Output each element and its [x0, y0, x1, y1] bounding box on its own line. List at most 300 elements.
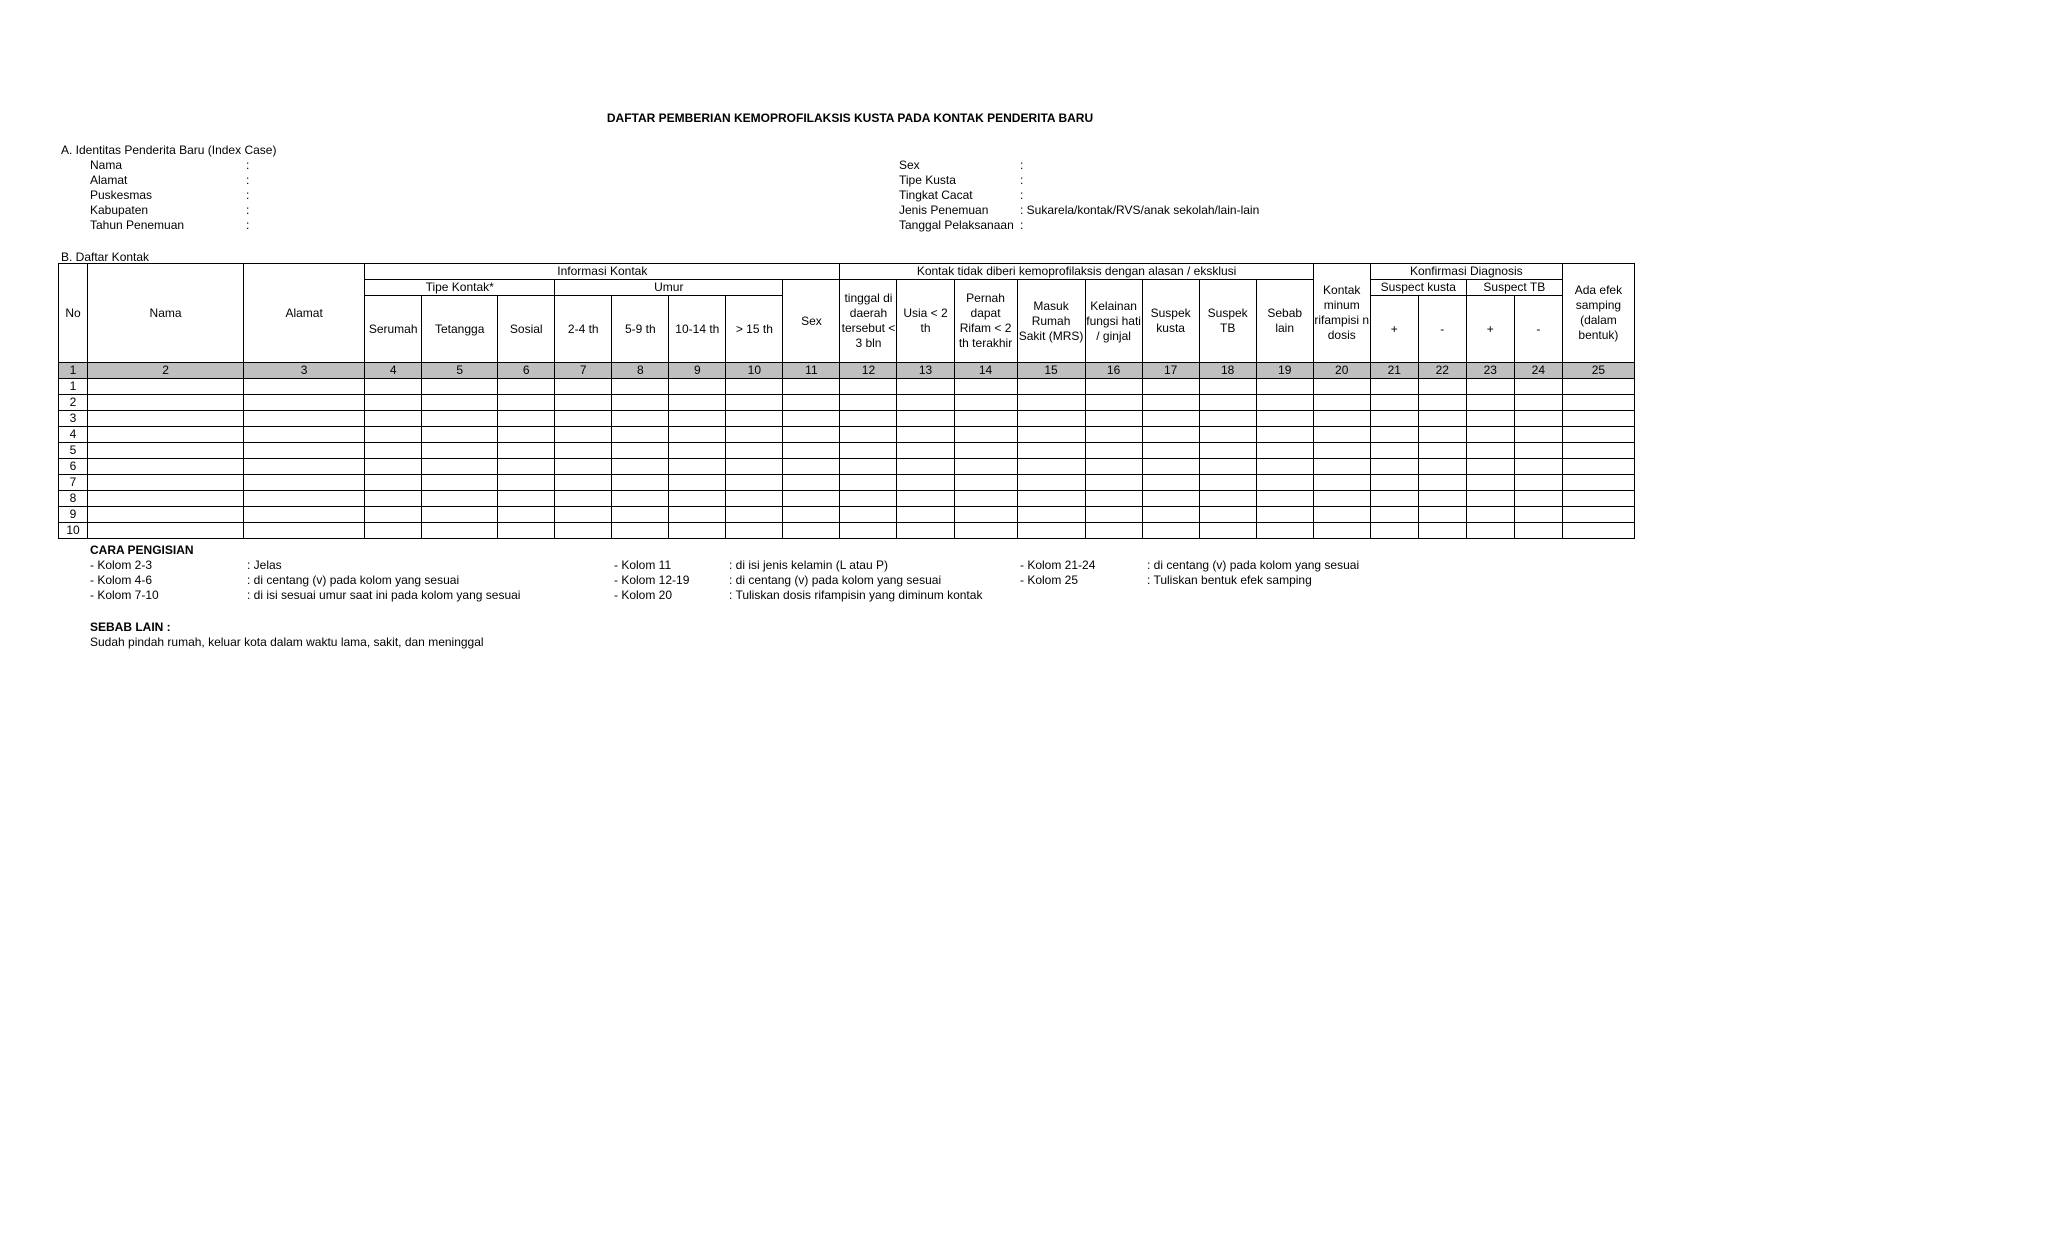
table-cell[interactable]	[1370, 379, 1418, 395]
table-cell[interactable]	[897, 427, 954, 443]
table-row	[59, 443, 1635, 459]
table-cell[interactable]	[1017, 395, 1085, 411]
instruction-value: : di centang (v) pada kolom yang sesuai	[729, 573, 942, 587]
identity-row	[899, 188, 1259, 203]
table-cell[interactable]	[1418, 411, 1466, 427]
table-cell[interactable]	[365, 443, 422, 459]
table-cell[interactable]	[840, 491, 897, 507]
table-cell[interactable]	[1466, 411, 1514, 427]
header-umur-10-14: 10-14 th	[669, 296, 726, 363]
table-cell[interactable]	[1514, 475, 1562, 491]
header-informasi-kontak: Informasi Kontak	[365, 264, 840, 280]
column-number: 19	[1256, 363, 1313, 379]
table-cell[interactable]	[1466, 443, 1514, 459]
table-cell[interactable]	[612, 491, 669, 507]
table-cell[interactable]	[726, 427, 783, 443]
table-cell[interactable]	[612, 427, 669, 443]
table-cell[interactable]	[1199, 379, 1256, 395]
table-cell[interactable]	[669, 395, 726, 411]
table-cell[interactable]	[783, 475, 840, 491]
table-cell[interactable]	[1514, 411, 1562, 427]
column-number-row	[59, 363, 1635, 379]
header-sex: Sex	[783, 280, 840, 363]
table-cell[interactable]	[1017, 427, 1085, 443]
table-cell[interactable]	[1370, 475, 1418, 491]
row-number: 6	[59, 459, 88, 475]
table-cell[interactable]	[422, 523, 498, 539]
table-cell[interactable]	[783, 523, 840, 539]
table-cell[interactable]	[1313, 395, 1370, 411]
table-cell[interactable]	[1142, 395, 1199, 411]
instructions-column-1	[90, 558, 520, 603]
table-cell[interactable]	[422, 411, 498, 427]
table-cell[interactable]	[1418, 379, 1466, 395]
table-cell[interactable]	[1418, 443, 1466, 459]
header-kusta-plus: +	[1370, 296, 1418, 363]
table-cell[interactable]	[422, 491, 498, 507]
table-cell[interactable]	[1562, 475, 1634, 491]
header-exclusion-tinggal: tinggal di daerah tersebut < 3 bln	[840, 280, 897, 363]
table-cell[interactable]	[365, 475, 422, 491]
table-cell[interactable]	[783, 459, 840, 475]
table-cell[interactable]	[726, 443, 783, 459]
table-cell[interactable]	[1562, 443, 1634, 459]
table-cell[interactable]	[1466, 459, 1514, 475]
table-cell[interactable]	[1199, 443, 1256, 459]
sebab-lain-block	[90, 620, 484, 650]
table-cell[interactable]	[1085, 411, 1142, 427]
header-exclusion-mrs: Masuk Rumah Sakit (MRS)	[1017, 280, 1085, 363]
table-cell[interactable]	[1514, 491, 1562, 507]
instruction-value: : di isi sesuai umur saat ini pada kolom yang sesuai	[247, 588, 521, 602]
table-cell[interactable]	[1370, 427, 1418, 443]
table-cell[interactable]	[897, 523, 954, 539]
table-cell[interactable]	[1514, 395, 1562, 411]
table-cell[interactable]	[1142, 507, 1199, 523]
table-cell[interactable]	[1313, 507, 1370, 523]
table-cell[interactable]	[88, 507, 244, 523]
table-cell[interactable]	[840, 459, 897, 475]
table-cell[interactable]	[1017, 523, 1085, 539]
identity-label: Jenis Penemuan	[899, 203, 989, 217]
table-cell[interactable]	[1085, 475, 1142, 491]
table-cell[interactable]	[1514, 507, 1562, 523]
table-cell[interactable]	[840, 379, 897, 395]
table-cell[interactable]	[1256, 411, 1313, 427]
instruction-key: - Kolom 12-19	[614, 573, 690, 587]
identity-value: :	[246, 188, 250, 202]
table-cell[interactable]	[783, 443, 840, 459]
table-cell[interactable]	[897, 507, 954, 523]
instruction-value: : Tuliskan bentuk efek samping	[1147, 573, 1312, 587]
table-cell[interactable]	[1418, 507, 1466, 523]
header-tb-plus: +	[1466, 296, 1514, 363]
table-cell[interactable]	[1466, 427, 1514, 443]
column-number: 21	[1370, 363, 1418, 379]
header-serumah: Serumah	[365, 296, 422, 363]
table-cell[interactable]	[1085, 395, 1142, 411]
table-cell[interactable]	[498, 459, 555, 475]
table-cell[interactable]	[555, 395, 612, 411]
table-cell[interactable]	[726, 411, 783, 427]
table-row	[59, 523, 1635, 539]
table-cell[interactable]	[954, 475, 1017, 491]
identity-value: :	[1020, 158, 1024, 172]
table-cell[interactable]	[1562, 491, 1634, 507]
table-cell[interactable]	[1256, 443, 1313, 459]
table-cell[interactable]	[612, 459, 669, 475]
table-cell[interactable]	[1142, 475, 1199, 491]
instruction-key: - Kolom 20	[614, 588, 673, 602]
table-cell[interactable]	[88, 491, 244, 507]
table-cell[interactable]	[1313, 475, 1370, 491]
table-cell[interactable]	[897, 491, 954, 507]
table-cell[interactable]	[1017, 491, 1085, 507]
table-cell[interactable]	[1142, 443, 1199, 459]
table-cell[interactable]	[783, 491, 840, 507]
table-cell[interactable]	[1017, 459, 1085, 475]
header-exclusion-sebab-lain: Sebab lain	[1256, 280, 1313, 363]
row-number: 9	[59, 507, 88, 523]
table-cell[interactable]	[244, 411, 365, 427]
table-cell[interactable]	[422, 427, 498, 443]
table-cell[interactable]	[365, 507, 422, 523]
table-cell[interactable]	[1370, 411, 1418, 427]
table-cell[interactable]	[1313, 411, 1370, 427]
table-cell[interactable]	[1514, 459, 1562, 475]
table-cell[interactable]	[1418, 459, 1466, 475]
table-cell[interactable]	[1085, 523, 1142, 539]
row-number: 5	[59, 443, 88, 459]
table-cell[interactable]	[726, 491, 783, 507]
table-cell[interactable]	[244, 379, 365, 395]
table-cell[interactable]	[555, 475, 612, 491]
table-cell[interactable]	[897, 475, 954, 491]
table-cell[interactable]	[1256, 379, 1313, 395]
table-cell[interactable]	[365, 459, 422, 475]
table-cell[interactable]	[1142, 523, 1199, 539]
table-cell[interactable]	[669, 443, 726, 459]
table-cell[interactable]	[244, 395, 365, 411]
table-cell[interactable]	[1199, 491, 1256, 507]
table-cell[interactable]	[1418, 523, 1466, 539]
table-cell[interactable]	[1466, 523, 1514, 539]
table-row	[59, 395, 1635, 411]
table-cell[interactable]	[498, 475, 555, 491]
column-number: 13	[897, 363, 954, 379]
table-cell[interactable]	[726, 523, 783, 539]
table-cell[interactable]	[88, 475, 244, 491]
table-cell[interactable]	[1142, 491, 1199, 507]
table-cell[interactable]	[954, 379, 1017, 395]
table-cell[interactable]	[1142, 411, 1199, 427]
table-cell[interactable]	[954, 459, 1017, 475]
table-cell[interactable]	[669, 459, 726, 475]
table-cell[interactable]	[244, 491, 365, 507]
table-cell[interactable]	[726, 507, 783, 523]
table-cell[interactable]	[1017, 443, 1085, 459]
table-cell[interactable]	[1017, 411, 1085, 427]
table-cell[interactable]	[726, 475, 783, 491]
identity-label: Tipe Kusta	[899, 173, 956, 187]
table-cell[interactable]	[897, 379, 954, 395]
row-number: 7	[59, 475, 88, 491]
table-cell[interactable]	[783, 411, 840, 427]
table-cell[interactable]	[1085, 507, 1142, 523]
table-cell[interactable]	[422, 443, 498, 459]
column-number: 23	[1466, 363, 1514, 379]
table-row	[59, 379, 1635, 395]
table-cell[interactable]	[365, 491, 422, 507]
table-cell[interactable]	[1466, 491, 1514, 507]
table-cell[interactable]	[1313, 379, 1370, 395]
table-cell[interactable]	[498, 395, 555, 411]
table-cell[interactable]	[422, 459, 498, 475]
table-cell[interactable]	[1562, 411, 1634, 427]
table-cell[interactable]	[783, 427, 840, 443]
table-cell[interactable]	[954, 395, 1017, 411]
table-cell[interactable]	[1199, 475, 1256, 491]
table-cell[interactable]	[1562, 523, 1634, 539]
table-cell[interactable]	[1418, 491, 1466, 507]
table-cell[interactable]	[422, 379, 498, 395]
row-number: 10	[59, 523, 88, 539]
table-cell[interactable]	[365, 395, 422, 411]
identity-label: Tingkat Cacat	[899, 188, 973, 202]
column-number: 25	[1562, 363, 1634, 379]
instructions-column-2	[614, 558, 982, 603]
table-cell[interactable]	[88, 459, 244, 475]
table-cell[interactable]	[1085, 491, 1142, 507]
table-cell[interactable]	[612, 443, 669, 459]
table-cell[interactable]	[840, 523, 897, 539]
table-cell[interactable]	[1199, 507, 1256, 523]
identity-row	[90, 188, 249, 203]
table-cell[interactable]	[612, 475, 669, 491]
header-exclusion-suspek-kusta: Suspek kusta	[1142, 280, 1199, 363]
table-cell[interactable]	[783, 379, 840, 395]
table-cell[interactable]	[88, 443, 244, 459]
table-cell[interactable]	[365, 427, 422, 443]
table-cell[interactable]	[1466, 379, 1514, 395]
table-cell[interactable]	[422, 475, 498, 491]
table-cell[interactable]	[1256, 523, 1313, 539]
identity-right	[899, 158, 1259, 233]
column-number: 18	[1199, 363, 1256, 379]
table-cell[interactable]	[669, 507, 726, 523]
table-cell[interactable]	[1199, 395, 1256, 411]
table-cell[interactable]	[840, 411, 897, 427]
table-cell[interactable]	[897, 411, 954, 427]
table-cell[interactable]	[555, 443, 612, 459]
header-kontak-minum: Kontak minum rifampisi n dosis	[1313, 264, 1370, 363]
table-cell[interactable]	[1142, 427, 1199, 443]
table-cell[interactable]	[612, 523, 669, 539]
table-cell[interactable]	[1256, 507, 1313, 523]
table-cell[interactable]	[555, 507, 612, 523]
table-cell[interactable]	[612, 395, 669, 411]
table-cell[interactable]	[1199, 523, 1256, 539]
table-cell[interactable]	[612, 411, 669, 427]
table-cell[interactable]	[498, 507, 555, 523]
table-cell[interactable]	[840, 475, 897, 491]
table-cell[interactable]	[555, 379, 612, 395]
table-cell[interactable]	[897, 459, 954, 475]
table-cell[interactable]	[1017, 475, 1085, 491]
table-cell[interactable]	[1256, 427, 1313, 443]
table-cell[interactable]	[669, 411, 726, 427]
row-number: 1	[59, 379, 88, 395]
table-cell[interactable]	[1085, 379, 1142, 395]
table-cell[interactable]	[840, 427, 897, 443]
table-cell[interactable]	[1017, 379, 1085, 395]
table-row	[59, 507, 1635, 523]
table-cell[interactable]	[498, 411, 555, 427]
table-cell[interactable]	[1017, 507, 1085, 523]
table-cell[interactable]	[954, 507, 1017, 523]
table-cell[interactable]	[669, 491, 726, 507]
table-cell[interactable]	[555, 427, 612, 443]
table-cell[interactable]	[244, 427, 365, 443]
table-cell[interactable]	[1256, 459, 1313, 475]
table-cell[interactable]	[1142, 459, 1199, 475]
header-umur: Umur	[555, 280, 783, 296]
table-cell[interactable]	[498, 379, 555, 395]
identity-label: Alamat	[90, 173, 128, 187]
table-cell[interactable]	[726, 395, 783, 411]
table-cell[interactable]	[244, 523, 365, 539]
table-cell[interactable]	[244, 507, 365, 523]
table-cell[interactable]	[840, 443, 897, 459]
table-cell[interactable]	[1562, 379, 1634, 395]
table-cell[interactable]	[244, 459, 365, 475]
header-no: No	[59, 264, 88, 363]
table-cell[interactable]	[612, 379, 669, 395]
table-cell[interactable]	[897, 395, 954, 411]
table-cell[interactable]	[840, 507, 897, 523]
table-cell[interactable]	[1418, 395, 1466, 411]
table-cell[interactable]	[1370, 395, 1418, 411]
table-cell[interactable]	[555, 491, 612, 507]
table-cell[interactable]	[1085, 459, 1142, 475]
column-number: 22	[1418, 363, 1466, 379]
table-cell[interactable]	[1256, 475, 1313, 491]
table-cell[interactable]	[783, 507, 840, 523]
table-cell[interactable]	[365, 523, 422, 539]
table-cell[interactable]	[1256, 491, 1313, 507]
table-cell[interactable]	[954, 491, 1017, 507]
table-cell[interactable]	[726, 459, 783, 475]
table-cell[interactable]	[88, 523, 244, 539]
identity-label: Tanggal Pelaksanaan	[899, 218, 1014, 232]
table-cell[interactable]	[783, 395, 840, 411]
table-cell[interactable]	[555, 523, 612, 539]
table-cell[interactable]	[1514, 443, 1562, 459]
table-cell[interactable]	[840, 395, 897, 411]
table-cell[interactable]	[669, 379, 726, 395]
table-cell[interactable]	[244, 443, 365, 459]
table-cell[interactable]	[1370, 459, 1418, 475]
table-cell[interactable]	[555, 459, 612, 475]
table-cell[interactable]	[1313, 523, 1370, 539]
table-cell[interactable]	[1085, 443, 1142, 459]
table-cell[interactable]	[726, 379, 783, 395]
table-cell[interactable]	[1370, 443, 1418, 459]
table-cell[interactable]	[1466, 475, 1514, 491]
table-cell[interactable]	[669, 427, 726, 443]
table-cell[interactable]	[555, 411, 612, 427]
table-cell[interactable]	[498, 427, 555, 443]
table-cell[interactable]	[897, 443, 954, 459]
table-cell[interactable]	[88, 395, 244, 411]
header-umur-15-plus: > 15 th	[726, 296, 783, 363]
table-cell[interactable]	[612, 507, 669, 523]
table-cell[interactable]	[1514, 427, 1562, 443]
column-number: 14	[954, 363, 1017, 379]
table-cell[interactable]	[1370, 491, 1418, 507]
table-cell[interactable]	[1466, 395, 1514, 411]
table-cell[interactable]	[1313, 427, 1370, 443]
table-cell[interactable]	[669, 523, 726, 539]
table-cell[interactable]	[422, 395, 498, 411]
table-cell[interactable]	[498, 443, 555, 459]
table-cell[interactable]	[1466, 507, 1514, 523]
table-cell[interactable]	[1085, 427, 1142, 443]
table-cell[interactable]	[1199, 411, 1256, 427]
table-cell[interactable]	[1562, 507, 1634, 523]
table-cell[interactable]	[422, 507, 498, 523]
table-row	[59, 475, 1635, 491]
table-cell[interactable]	[1313, 443, 1370, 459]
table-cell[interactable]	[1562, 395, 1634, 411]
table-cell[interactable]	[1370, 523, 1418, 539]
header-tb-minus: -	[1514, 296, 1562, 363]
table-cell[interactable]	[1256, 395, 1313, 411]
table-cell[interactable]	[954, 411, 1017, 427]
identity-value: :	[1020, 188, 1024, 202]
table-cell[interactable]	[1514, 379, 1562, 395]
table-cell[interactable]	[244, 475, 365, 491]
table-cell[interactable]	[88, 411, 244, 427]
table-cell[interactable]	[365, 379, 422, 395]
table-cell[interactable]	[1562, 427, 1634, 443]
table-cell[interactable]	[669, 475, 726, 491]
table-cell[interactable]	[1370, 507, 1418, 523]
table-cell[interactable]	[88, 427, 244, 443]
table-cell[interactable]	[1418, 427, 1466, 443]
table-cell[interactable]	[88, 379, 244, 395]
table-cell[interactable]	[1313, 491, 1370, 507]
table-cell[interactable]	[1562, 459, 1634, 475]
identity-value: : Sukarela/kontak/RVS/anak sekolah/lain-lain	[1020, 203, 1260, 217]
header-sosial: Sosial	[498, 296, 555, 363]
table-cell[interactable]	[1418, 475, 1466, 491]
table-cell[interactable]	[1142, 379, 1199, 395]
table-cell[interactable]	[498, 491, 555, 507]
table-cell[interactable]	[954, 443, 1017, 459]
table-cell[interactable]	[1514, 523, 1562, 539]
table-cell[interactable]	[954, 427, 1017, 443]
instruction-key: - Kolom 25	[1020, 573, 1079, 587]
table-cell[interactable]	[365, 411, 422, 427]
identity-row	[899, 203, 1259, 218]
header-umur-2-4: 2-4 th	[555, 296, 612, 363]
table-cell[interactable]	[498, 523, 555, 539]
table-cell[interactable]	[954, 523, 1017, 539]
table-cell[interactable]	[1199, 427, 1256, 443]
table-cell[interactable]	[1199, 459, 1256, 475]
table-cell[interactable]	[1313, 459, 1370, 475]
